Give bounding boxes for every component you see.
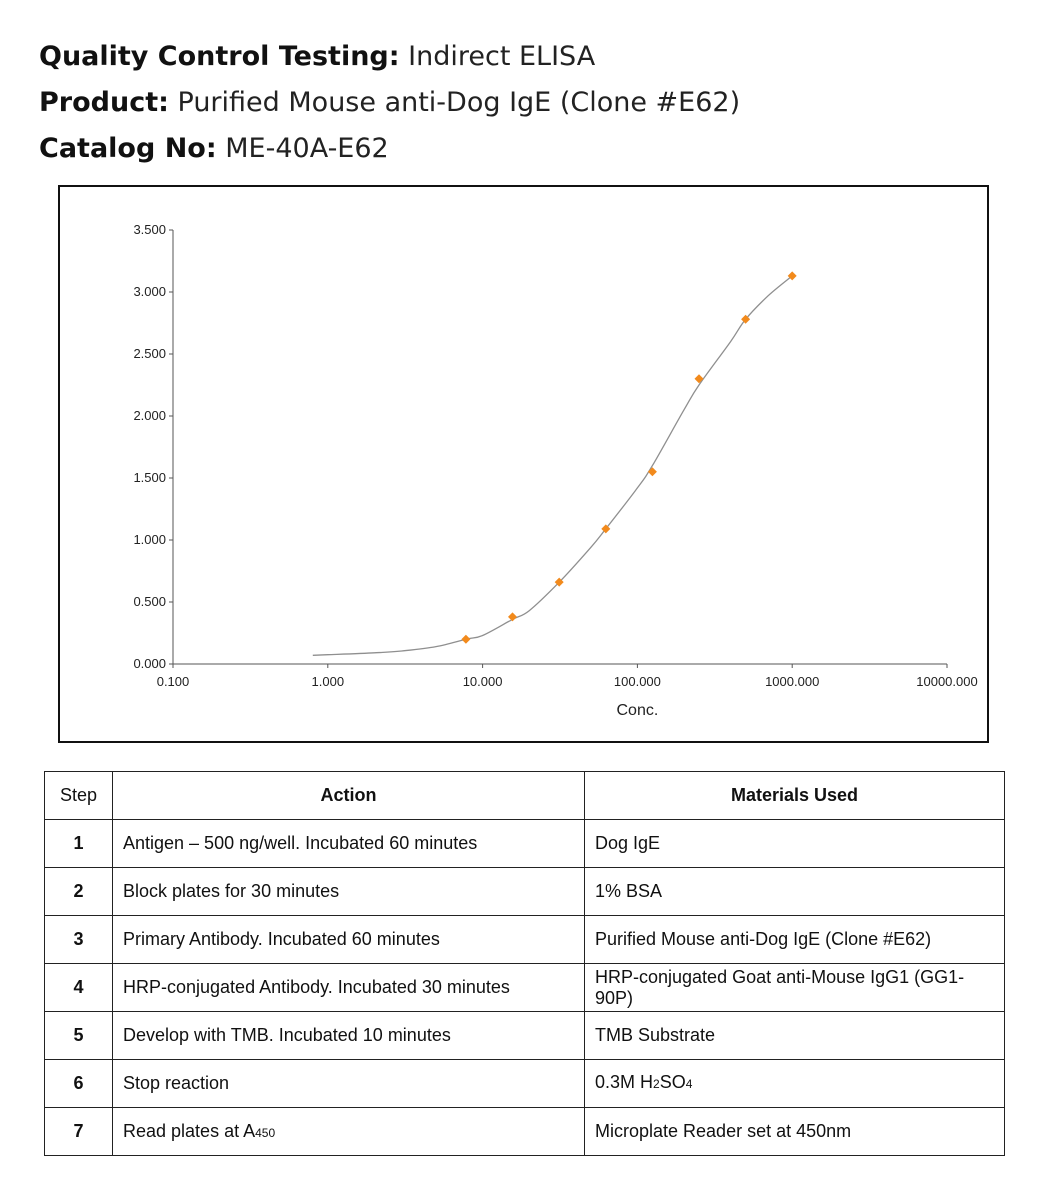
table-row	[45, 820, 1005, 868]
product-value: Purified Mouse anti-Dog IgE (Clone #E62)	[177, 87, 741, 118]
table-row	[45, 964, 1005, 1012]
table-row	[45, 1108, 1005, 1156]
table-row	[45, 868, 1005, 916]
y-tick-label: 3.500	[133, 222, 166, 237]
step-number: 6	[45, 1060, 113, 1108]
step-materials: Dog IgE	[585, 820, 1005, 868]
header-action: Action	[113, 772, 585, 820]
table-row	[45, 916, 1005, 964]
materials-text-mid: SO	[659, 1072, 686, 1092]
y-tick-label: 0.000	[133, 656, 166, 671]
step-materials: Purified Mouse anti-Dog IgE (Clone #E62)	[585, 916, 1005, 964]
materials-text-main: 0.3M H	[595, 1072, 654, 1092]
catalog-label: Catalog No:	[39, 133, 217, 164]
catalog-value: ME-40A-E62	[225, 133, 389, 164]
header-step: Step	[45, 772, 113, 820]
step-materials: Microplate Reader set at 450nm	[585, 1108, 1005, 1156]
document-header	[39, 34, 740, 172]
step-action	[113, 1108, 585, 1156]
x-tick-label: 10.000	[462, 674, 503, 689]
action-text-main: Read plates at A	[123, 1121, 256, 1141]
fit-curve	[313, 276, 792, 655]
materials-subscript: 4	[685, 1077, 693, 1091]
step-number: 3	[45, 916, 113, 964]
step-materials: TMB Substrate	[585, 1012, 1005, 1060]
x-axis-title: Conc.	[616, 702, 659, 719]
data-point	[461, 635, 470, 644]
y-tick-label: 2.500	[133, 346, 166, 361]
product-label: Product:	[39, 87, 169, 118]
catalog-line	[39, 126, 740, 172]
step-number: 1	[45, 820, 113, 868]
step-action: Stop reaction	[113, 1060, 585, 1108]
header-materials: Materials Used	[585, 772, 1005, 820]
y-tick-label: 1.500	[133, 470, 166, 485]
action-subscript: 450	[255, 1126, 276, 1140]
data-point	[508, 612, 517, 621]
protocol-table	[44, 771, 1005, 1156]
step-action: Antigen – 500 ng/well. Incubated 60 minutes	[113, 820, 585, 868]
table-row	[45, 1060, 1005, 1108]
x-tick-label: 0.100	[156, 674, 190, 689]
product-line	[39, 80, 740, 126]
step-action: Block plates for 30 minutes	[113, 868, 585, 916]
step-action: Develop with TMB. Incubated 10 minutes	[113, 1012, 585, 1060]
step-number: 5	[45, 1012, 113, 1060]
step-action: HRP-conjugated Antibody. Incubated 30 minutes	[113, 964, 585, 1012]
table-row	[45, 1012, 1005, 1060]
y-tick-label: 1.000	[133, 532, 166, 547]
elisa-chart-svg	[60, 187, 987, 741]
table-header-row	[45, 772, 1005, 820]
elisa-chart	[58, 185, 989, 743]
materials-subscript: 2	[653, 1077, 660, 1091]
step-action: Primary Antibody. Incubated 60 minutes	[113, 916, 585, 964]
data-point	[648, 467, 657, 476]
qc-testing-label: Quality Control Testing:	[39, 41, 400, 72]
data-point	[695, 374, 704, 383]
y-tick-label: 3.000	[133, 284, 166, 299]
step-materials: HRP-conjugated Goat anti-Mouse IgG1 (GG1-90P)	[585, 964, 1005, 1012]
y-tick-label: 0.500	[133, 594, 166, 609]
x-tick-label: 10000.000	[916, 674, 978, 689]
step-number: 2	[45, 868, 113, 916]
step-materials	[585, 1060, 1005, 1108]
y-tick-label: 2.000	[133, 408, 166, 423]
x-tick-label: 100.000	[613, 674, 661, 689]
qc-testing-line	[39, 34, 740, 80]
step-number: 4	[45, 964, 113, 1012]
x-tick-label: 1.000	[311, 674, 345, 689]
step-materials: 1% BSA	[585, 868, 1005, 916]
qc-testing-value: Indirect ELISA	[408, 41, 596, 72]
x-tick-label: 1000.000	[765, 674, 820, 689]
step-number: 7	[45, 1108, 113, 1156]
